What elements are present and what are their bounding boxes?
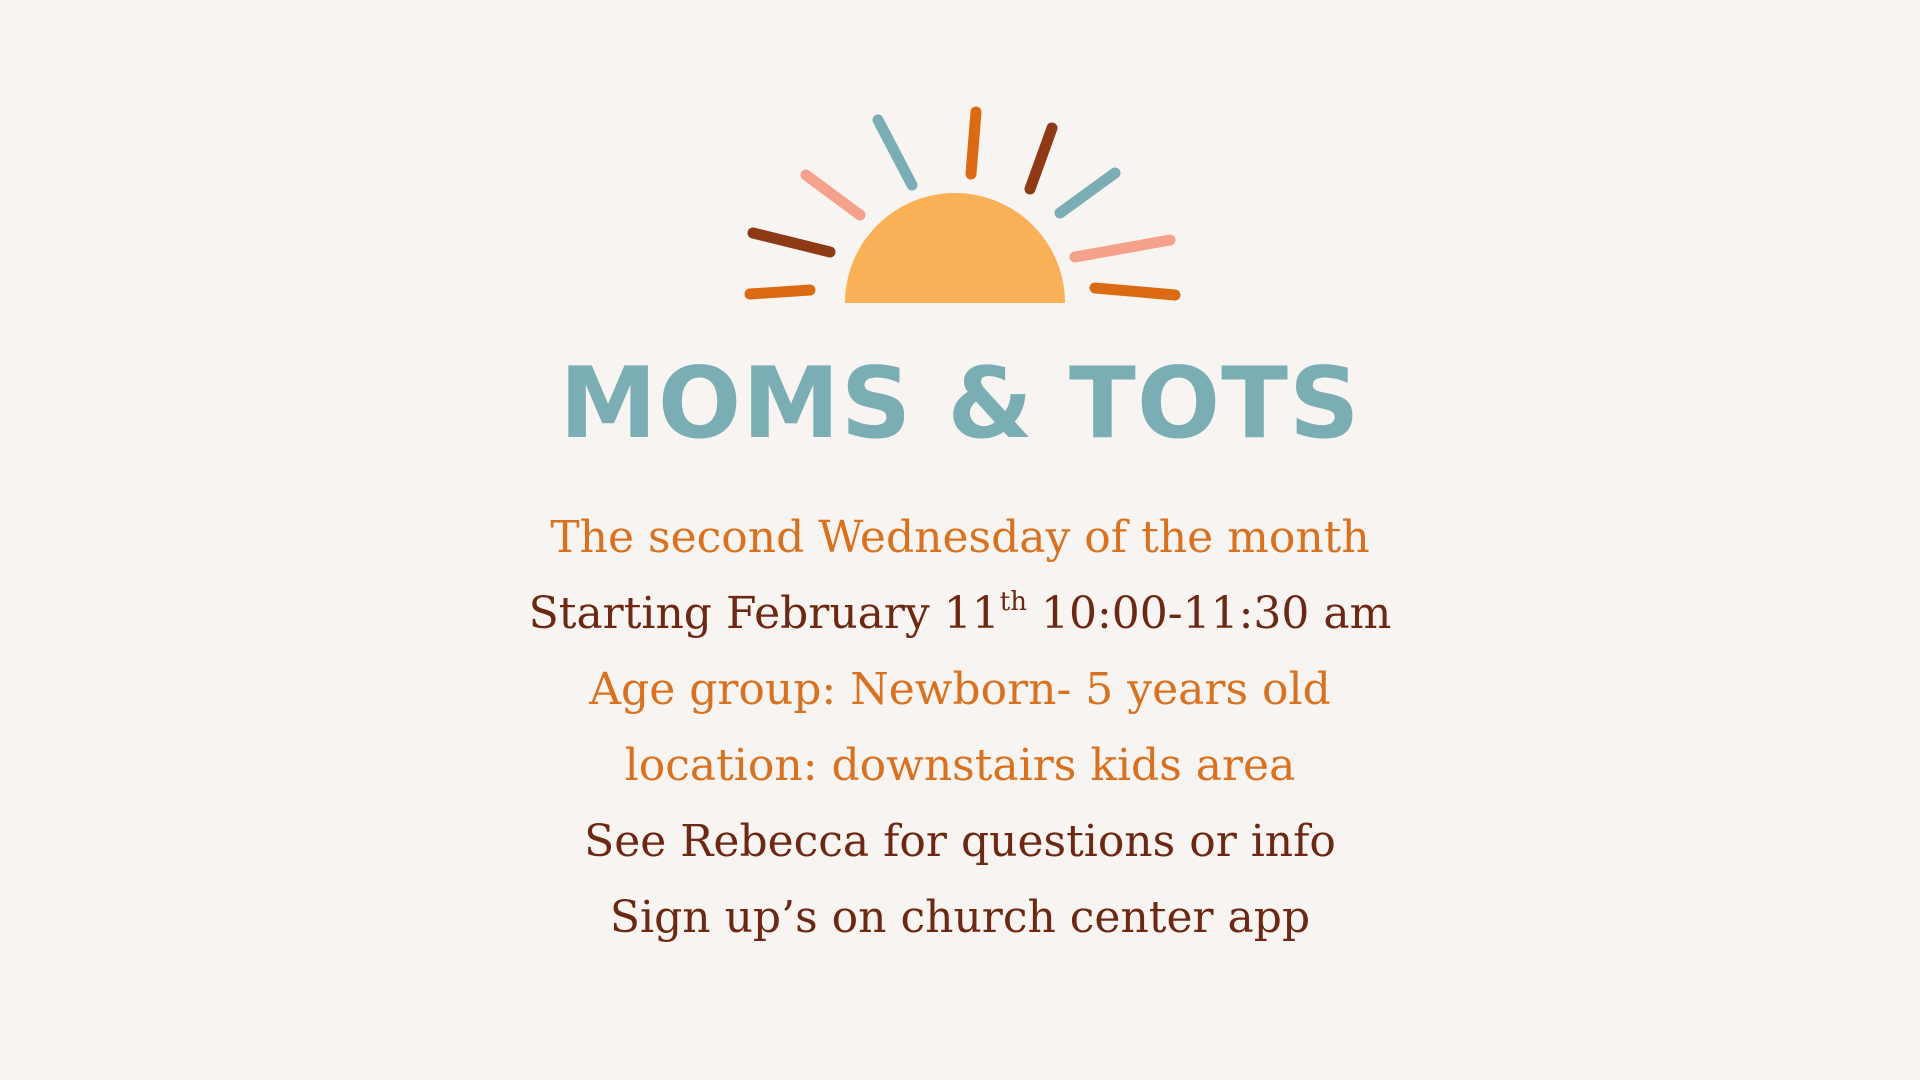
rising-sun-icon xyxy=(735,100,1185,315)
start-date-prefix: Starting February 11 xyxy=(528,588,1000,639)
sun-ray xyxy=(750,290,810,294)
sun-half-circle xyxy=(845,193,1065,303)
schedule-text: The second Wednesday of the month xyxy=(550,512,1370,563)
start-date-suffix: th xyxy=(999,587,1027,617)
sun-ray xyxy=(1075,240,1170,257)
start-time: 10:00-11:30 am xyxy=(1026,588,1392,639)
sun-ray xyxy=(753,233,830,252)
sun-ray xyxy=(806,175,860,215)
age-group-text: Age group: Newborn- 5 years old xyxy=(589,664,1331,715)
sun-ray xyxy=(1030,128,1052,189)
location-text: location: downstairs kids area xyxy=(624,740,1296,791)
event-details xyxy=(0,500,1920,956)
start-date-text xyxy=(0,576,1920,652)
sun-ray xyxy=(878,120,912,185)
sun-ray xyxy=(971,112,976,174)
signup-text: Sign up’s on church center app xyxy=(609,892,1311,943)
sun-ray xyxy=(1060,173,1115,213)
page-title: MOMS & TOTS xyxy=(559,347,1361,461)
sun-ray xyxy=(1095,288,1175,295)
contact-text: See Rebecca for questions or info xyxy=(584,816,1336,867)
